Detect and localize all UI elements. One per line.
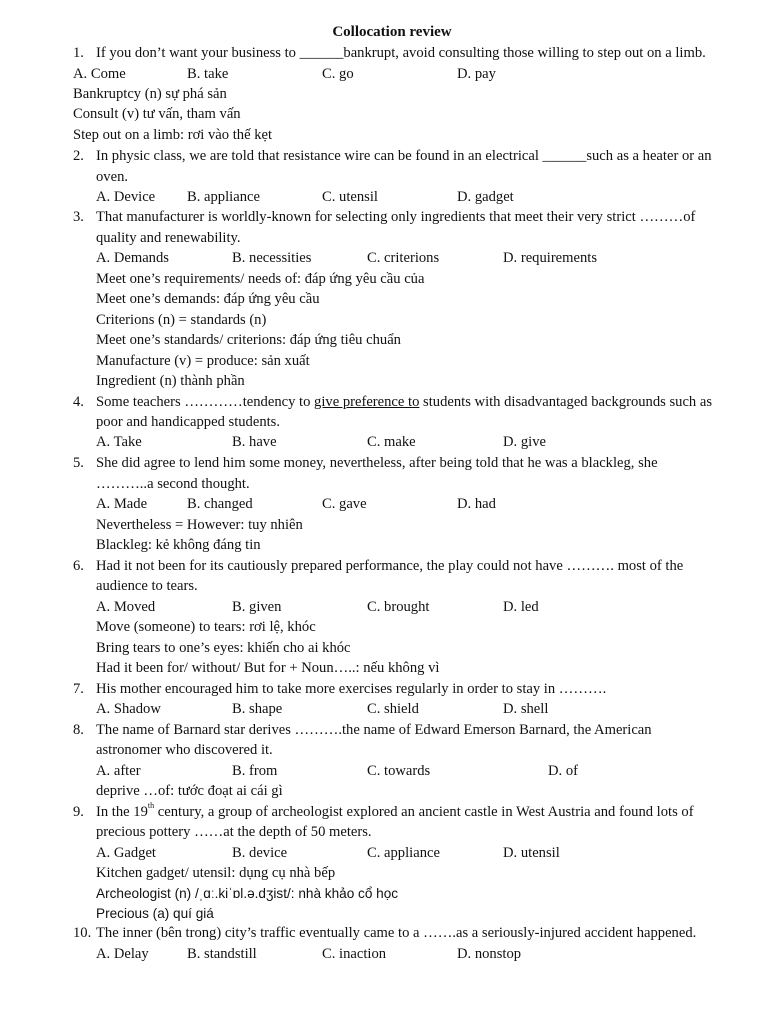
question-text <box>96 802 694 822</box>
question-text-part: Some teachers …………tendency to <box>96 394 315 410</box>
note: Blackleg: kẻ không đáng tin <box>96 537 261 553</box>
note: Step out on a limb: rơi vào thế kẹt <box>73 127 273 143</box>
option-c: C. shield <box>367 701 419 717</box>
option-a: A. Come <box>73 66 126 82</box>
question-text: If you don’t want your business to ______bankrupt, avoid consulting those willing to step out on a limb. <box>96 45 706 61</box>
question-text-part: students with disadvantaged backgrounds such as <box>419 394 713 410</box>
option-d: D. requirements <box>503 250 598 266</box>
option-d: D. gadget <box>457 189 514 205</box>
option-a: A. Device <box>96 189 156 205</box>
option-a: A. Delay <box>96 946 149 962</box>
note: Precious (a) quí giá <box>96 906 214 921</box>
option-b: B. standstill <box>187 946 257 962</box>
question-text: Had it not been for its cautiously prepared performance, the play could not have ………. most of the <box>96 558 684 574</box>
note: Manufacture (v) = produce: sản xuất <box>96 353 310 369</box>
options-row <box>96 494 756 514</box>
question-text-continued: precious pottery ……at the depth of 50 meters. <box>96 824 372 840</box>
question-text-part: In the 19 <box>96 804 148 820</box>
document-title: Collocation review <box>332 24 452 40</box>
note: Meet one’s standards/ criterions: đáp ứng tiêu chuẩn <box>96 332 401 348</box>
option-b: B. take <box>187 66 229 82</box>
options-row <box>96 248 756 268</box>
option-d: D. give <box>503 434 546 450</box>
option-d: D. nonstop <box>457 946 522 962</box>
note: Nevertheless = However: tuy nhiên <box>96 517 303 533</box>
question-text: The name of Barnard star derives ……….the name of Edward Emerson Barnard, the American <box>96 722 652 738</box>
option-d: D. led <box>503 599 539 615</box>
options-row <box>96 944 756 964</box>
note: Criterions (n) = standards (n) <box>96 312 267 328</box>
option-d: D. utensil <box>503 845 560 861</box>
question-number: 1. <box>73 45 84 61</box>
options-row <box>96 597 756 617</box>
option-c: C. criterions <box>367 250 440 266</box>
ordinal-superscript: th <box>147 801 155 810</box>
question-text-continued: ………..a second thought. <box>96 476 250 492</box>
question-text-continued: oven. <box>96 169 129 185</box>
question-number: 9. <box>73 804 84 820</box>
note: deprive …of: tước đoạt ai cái gì <box>96 783 283 799</box>
option-b: B. necessities <box>232 250 312 266</box>
question-number: 2. <box>73 148 84 164</box>
option-c: C. go <box>322 66 354 82</box>
question-number: 8. <box>73 722 84 738</box>
option-a: A. Gadget <box>96 845 156 861</box>
option-a: A. Take <box>96 434 142 450</box>
question-text: That manufacturer is worldly-known for selecting only ingredients that meet their very strict ………of <box>96 209 696 225</box>
option-b: B. appliance <box>187 189 260 205</box>
question-text-continued: quality and renewability. <box>96 230 241 246</box>
note: Move (someone) to tears: rơi lệ, khóc <box>96 619 316 635</box>
option-c: C. inaction <box>322 946 387 962</box>
option-c: C. gave <box>322 496 367 512</box>
option-a: A. Moved <box>96 599 156 615</box>
option-c: C. appliance <box>367 845 440 861</box>
option-b: B. have <box>232 434 277 450</box>
option-c: C. towards <box>367 763 431 779</box>
question-text: His mother encouraged him to take more exercises regularly in order to stay in ………. <box>96 681 607 697</box>
note: Meet one’s demands: đáp ứng yêu cầu <box>96 291 320 307</box>
question-text-continued: audience to tears. <box>96 578 198 594</box>
note: Bankruptcy (n) sự phá sản <box>73 86 227 102</box>
option-b: B. given <box>232 599 282 615</box>
options-row <box>96 187 756 207</box>
note: Ingredient (n) thành phần <box>96 373 245 389</box>
option-b: B. shape <box>232 701 283 717</box>
option-c: C. make <box>367 434 416 450</box>
question-text-continued: poor and handicapped students. <box>96 414 280 430</box>
option-d: D. shell <box>503 701 549 717</box>
options-row <box>96 761 756 781</box>
options-row <box>96 843 756 863</box>
question-number: 5. <box>73 455 84 471</box>
question-number: 6. <box>73 558 84 574</box>
note: Had it been for/ without/ But for + Noun…..: nếu không vì <box>96 660 440 676</box>
options-row <box>96 432 756 452</box>
option-b: B. device <box>232 845 288 861</box>
question-number: 10. <box>73 925 92 941</box>
underlined-phrase: give preference to <box>314 394 420 410</box>
note: Bring tears to one’s eyes: khiến cho ai khóc <box>96 640 351 656</box>
question-text-continued: astronomer who discovered it. <box>96 742 273 758</box>
note: Meet one’s requirements/ needs of: đáp ứng yêu cầu của <box>96 271 425 287</box>
question-text: She did agree to lend him some money, nevertheless, after being told that he was a blackleg, she <box>96 455 658 471</box>
option-d: D. pay <box>457 66 496 82</box>
option-c: C. brought <box>367 599 430 615</box>
question-text: The inner (bên trong) city’s traffic eventually came to a …….as a seriously-injured accident happened. <box>96 925 697 941</box>
options-row <box>73 64 768 84</box>
option-a: A. Shadow <box>96 701 161 717</box>
question-text-part: century, a group of archeologist explored an ancient castle in West Austria and found lots of <box>154 804 694 820</box>
option-a: A. after <box>96 763 141 779</box>
option-b: B. from <box>232 763 278 779</box>
option-a: A. Demands <box>96 250 169 266</box>
note: Consult (v) tư vấn, tham vấn <box>73 106 241 122</box>
question-number: 3. <box>73 209 84 225</box>
question-number: 7. <box>73 681 84 697</box>
question-number: 4. <box>73 394 84 410</box>
option-b: B. changed <box>187 496 253 512</box>
question-text <box>96 392 712 412</box>
option-a: A. Made <box>96 496 148 512</box>
option-d: D. of <box>548 763 578 779</box>
question-text: In physic class, we are told that resistance wire can be found in an electrical ______such as a heater or an <box>96 148 712 164</box>
note: Archeologist (n) /ˌɑː.kiˈɒl.ə.dʒist/: nhà khảo cổ học <box>96 886 399 901</box>
option-d: D. had <box>457 496 496 512</box>
note: Kitchen gadget/ utensil: dụng cụ nhà bếp <box>96 865 336 881</box>
option-c: C. utensil <box>322 189 378 205</box>
options-row <box>96 699 756 719</box>
